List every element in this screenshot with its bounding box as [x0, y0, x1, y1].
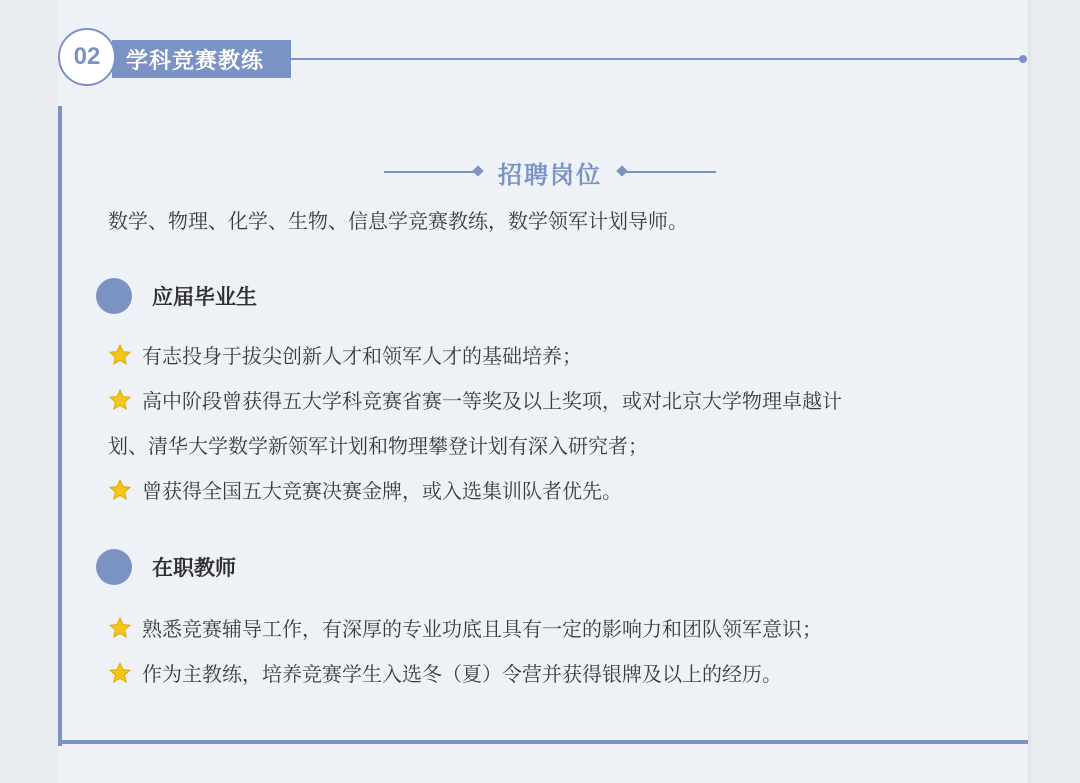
subheading: [370, 152, 730, 192]
list-item-text: 作为主教练，培养竞赛学生入选冬（夏）令营并获得银牌及以上的经历。: [142, 662, 782, 686]
panel-shadow: [1028, 0, 1034, 783]
section-number-badge: 02: [58, 28, 116, 86]
header-divider-line: [290, 58, 1022, 60]
list-item: [108, 340, 582, 369]
panel-bottom-border: [58, 740, 1028, 744]
list-item-text: 有志投身于拔尖创新人才和领军人才的基础培养；: [142, 344, 582, 368]
list-item-text: 曾获得全国五大竞赛决赛金牌，或入选集训队者优先。: [142, 479, 622, 503]
star-icon: [108, 388, 132, 412]
subheading-left-line: [384, 171, 480, 173]
star-icon: [108, 343, 132, 367]
header-line-end-dot: [1019, 55, 1027, 63]
positions-text: 数学、物理、化学、生物、信息学竞赛教练，数学领军计划导师。: [108, 209, 688, 233]
panel-left-border: [58, 106, 62, 746]
list-item: [108, 385, 842, 414]
section-title: 学科竞赛教练: [112, 40, 291, 78]
star-icon: [108, 478, 132, 502]
group-title: 应届毕业生: [152, 285, 257, 309]
subheading-right-line: [620, 171, 716, 173]
subheading-text: 招聘岗位: [498, 160, 602, 189]
list-item: [108, 613, 822, 642]
list-item-text: 熟悉竞赛辅导工作，有深厚的专业功底且具有一定的影响力和团队领军意识；: [142, 617, 822, 641]
star-icon: [108, 616, 132, 640]
group-title: 在职教师: [152, 556, 236, 580]
list-item-text: 高中阶段曾获得五大学科竞赛省赛一等奖及以上奖项，或对北京大学物理卓越计: [142, 389, 842, 413]
circle-dot-icon: [96, 278, 132, 314]
group-header-graduates: [96, 278, 257, 314]
list-item: [108, 475, 622, 504]
group-header-teachers: [96, 549, 236, 585]
list-item: [108, 658, 782, 687]
circle-dot-icon: [96, 549, 132, 585]
star-icon: [108, 661, 132, 685]
list-item-continuation: 划、清华大学数学新领军计划和物理攀登计划有深入研究者；: [108, 434, 648, 458]
